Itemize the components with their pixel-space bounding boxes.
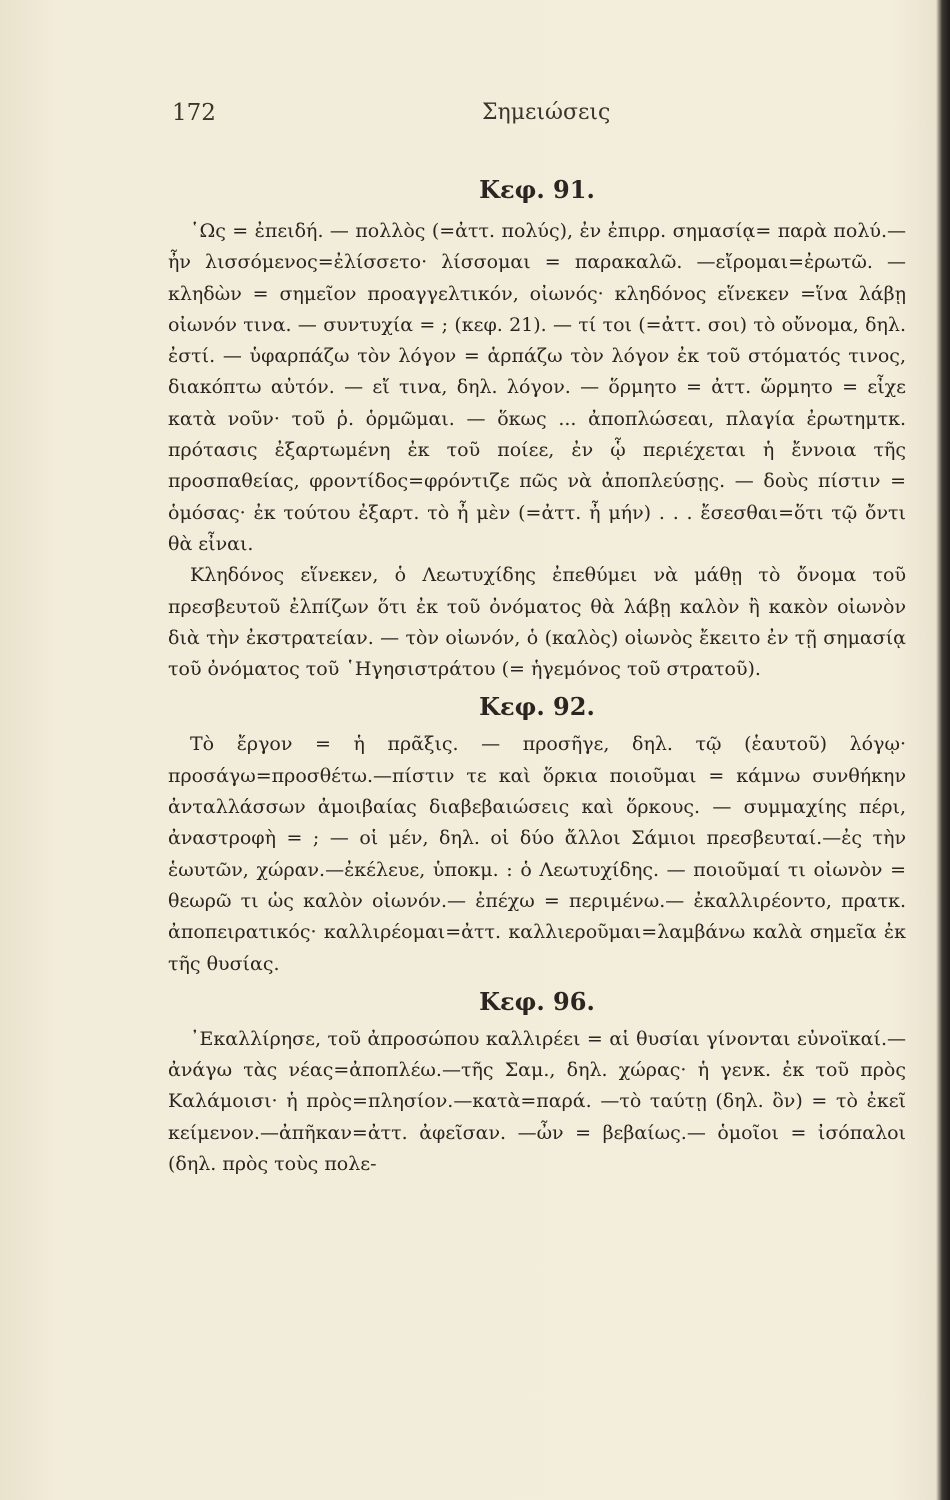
notes-body	[168, 168, 906, 1180]
note-paragraph: ᾿Εκαλλίρησε, τοῦ ἀπροσώπου καλλιρέει = αἱ θυσίαι γίνονται εὐνοϊκαί.—ἀνάγω τὰς νέας=ἀποπλέω.—τῆς Σαμ., δηλ. χώρας· ἡ γενκ. ἐκ τοῦ πρὸς Καλάμοισι· ἡ πρὸς=πλησίον.—κατὰ=παρά. —τὸ ταύτῃ (δηλ. ὂν) = τὸ ἐκεῖ κείμενον.—ἀπῆκαν=ἀττ. ἀφεῖσαν. —ὦν = βεβαίως.— ὁμοῖοι = ἰσόπαλοι (δηλ. πρὸς τοὺς πολε-	[168, 1027, 906, 1176]
page-edge-shadow	[936, 0, 950, 1500]
note-paragraph: Τὸ ἔργον = ἡ πρᾶξις. — προσῆγε, δηλ. τῷ (ἑαυτοῦ) λόγῳ· προσάγω=προσθέτω.—πίστιν τε καὶ ὅρκια ποιοῦμαι = κάμνω συνθήκην ἀνταλλάσσων ἀμοιβαίας διαβεβαιώσεις καὶ ὅρκους. — συμμαχίης πέρι, ἀναστροφὴ = ; — οἱ μέν, δηλ. οἱ δύο ἄλλοι Σάμιοι πρεσβευταί.—ἐς τὴν ἑωυτῶν, χώραν.—ἐκέλευε, ὑποκμ. : ὁ Λεωτυχίδης. — ποιοῦμαί τι οἰωνὸν = θεωρῶ τι ὡς καλὸν οἰωνόν.— ἐπέχω = περιμένω.— ἐκαλλιρέοντο, πρατκ. ἀποπειρατικός· καλλιρέομαι=ἀττ. καλλιεροῦμαι=λαμβάνω καλὰ σημεῖα ἐκ τῆς θυσίας.	[168, 733, 906, 975]
running-title: Σημειώσεις	[482, 100, 611, 125]
page-number: 172	[172, 100, 216, 126]
section-heading-96: Κεφ. 96.	[479, 986, 595, 1016]
note-paragraph: Κληδόνος εἵνεκεν, ὁ Λεωτυχίδης ἐπεθύμει νὰ μάθῃ τὸ ὄνομα τοῦ πρεσβευτοῦ ἐλπίζων ὅτι ἐκ τοῦ ὀνόματος θὰ λάβῃ καλὸν ἢ κακὸν οἰωνὸν διὰ τὴν ἐκστρατείαν. — τὸν οἰωνόν, ὁ (καλὸς) οἰωνὸς ἔκειτο ἐν τῇ σημασίᾳ τοῦ ὀνόματος τοῦ ῾Ηγησιστράτου (= ἡγεμόνος τοῦ στρατοῦ).	[168, 564, 906, 681]
section-heading-91: Κεφ. 91.	[479, 175, 595, 204]
running-header	[172, 100, 907, 136]
section-heading-92: Κεφ. 92.	[479, 692, 595, 722]
note-paragraph: ῾Ως = ἐπειδή. — πολλὸς (=ἀττ. πολύς), ἐν ἐπιρρ. σημασίᾳ= παρὰ πολύ.—ἦν λισσόμενος=ἐλίσσετο· λίσσομαι = παρακαλῶ. —εἴρομαι=ἐρωτῶ. — κληδὼν = σημεῖον προαγγελτικόν, οἰωνός· κληδόνος εἵνεκεν =ἵνα λάβῃ οἰωνόν τινα. — συντυχία = ; (κεφ. 21). — τί τοι (=ἀττ. σοι) τὸ οὔνομα, δηλ. ἐστί. — ὑφαρπάζω τὸν λόγον = ἁρπάζω τὸν λόγον ἐκ τοῦ στόματός τινος, διακόπτω αὐτόν. — εἴ τινα, δηλ. λόγον. — ὅρμητο = ἀττ. ὥρμητο = εἶχε κατὰ νοῦν· τοῦ ῥ. ὁρμῶμαι. — ὅκως ... ἀποπλώσεαι, πλαγία ἐρωτημτκ. πρότασις ἐξαρτωμένη ἐκ τοῦ ποίεε, ἐν ᾧ περιέχεται ἡ ἔννοια τῆς προσπαθείας, φροντίδος=φρόντιζε πῶς νὰ ἀποπλεύσῃς. — δοὺς πίστιν = ὁμόσας· ἐκ τούτου ἐξαρτ. τὸ ἦ μὲν (=ἀττ. ἦ μήν) . . . ἔσεσθαι=ὅτι τῷ ὄντι θὰ εἶναι.	[168, 220, 906, 555]
